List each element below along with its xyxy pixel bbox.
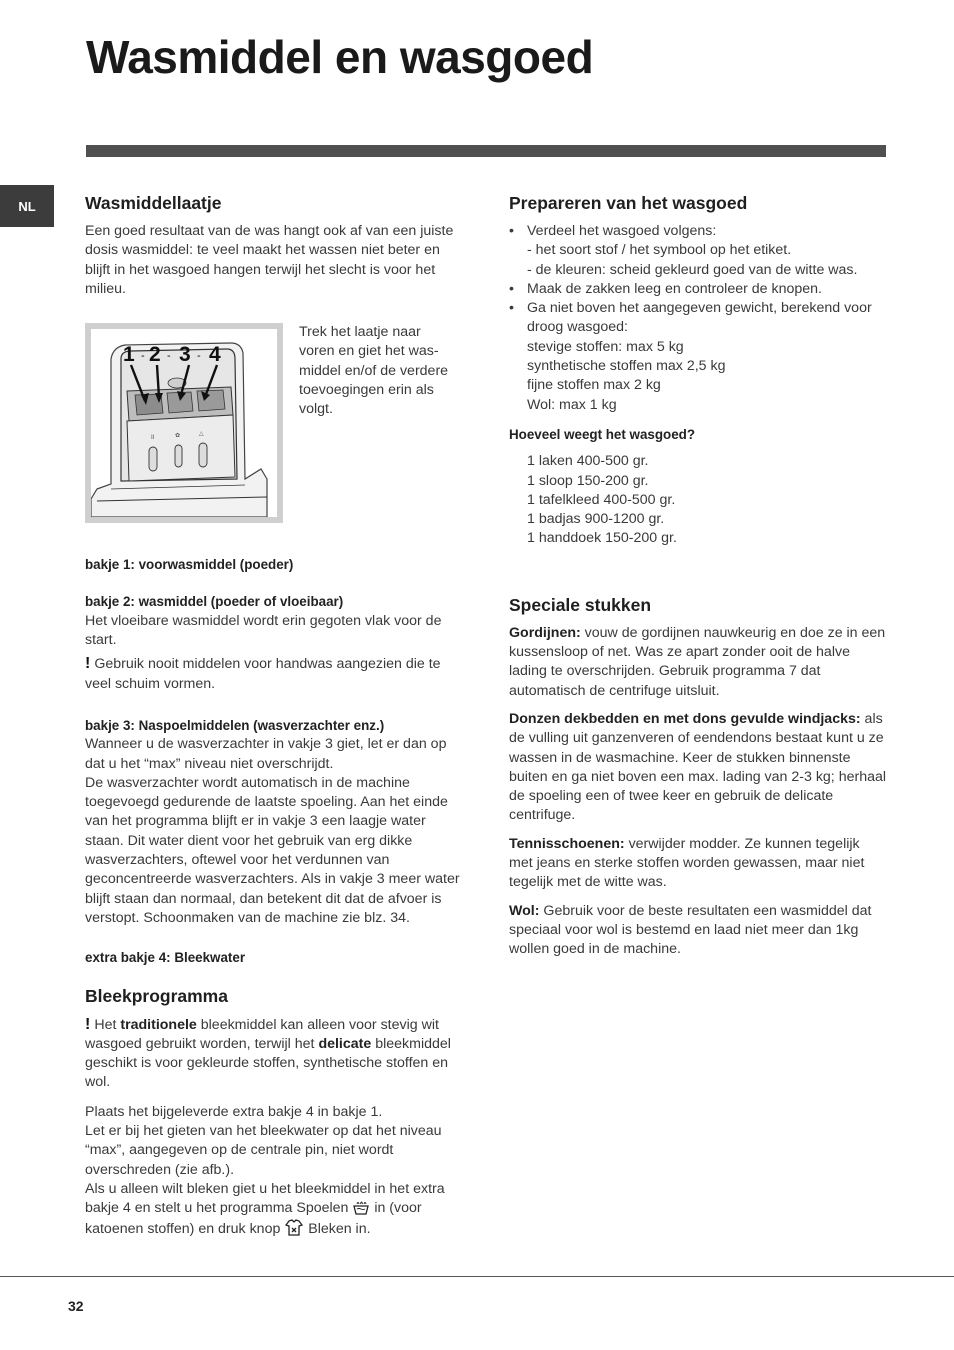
list-item: • Ga niet boven het aangegeven gewicht, berekend voor droog wasgoed: stevige stoffen: max 5 kg synthetische stoffen max 2,5 kg fijne stoffen max 2 kg Wol: max 1 kg [509,299,887,415]
figure-row [85,323,463,523]
tennis-paragraph: Tennisschoenen: verwijder modder. Ze kunnen tegelijk met jeans en sterke stoffen worden gewassen, maar niet tegelijk met de witte was. [509,835,865,891]
weight-subheading: Hoeveel weegt het wasgoed? [509,426,696,442]
bakje3-label: bakje 3: Naspoelmiddelen (wasverzachter enz.) [85,717,385,733]
prep-list [509,222,887,415]
footer-rule [0,1276,954,1277]
bakje2-text: Het vloeibare wasmiddel wordt erin gegoten vlak voor de start. [85,612,442,649]
heading-prepareren: Prepareren van het wasgoed [509,193,748,213]
heading-wasmiddellaatje: Wasmiddellaatje [85,193,222,213]
weight-item: 1 laken 400-500 gr. [527,453,649,470]
list-item: • Maak de zakken leeg en controleer de knopen. [509,280,822,297]
gordijnen-paragraph: Gordijnen: vouw de gordijnen nauwkeurig en doe ze in een kussensloop of net. Was ze apart zonder ooit de halve lading te overschrijden. Gebruik programma 7 dat automatisch de centrifuge uitsluit. [509,624,886,699]
bleek-p4: Als u alleen wilt bleken giet u het bleekmiddel in het extra bakje 4 en stelt u het programma Spoelen in (voor katoenen stoffen) en druk knop Bleken in. [85,1180,445,1237]
svg-text:✿: ✿ [175,432,181,440]
weight-line: synthetische stoffen max 2,5 kg [527,358,726,375]
weight-item: 1 handdoek 150-200 gr. [527,530,677,547]
figure-label-1: 1 [123,343,135,367]
weight-item: 1 tafelkleed 400-500 gr. [527,491,676,508]
list-item: • Verdeel het wasgoed volgens: - het soort stof / het symbool op het etiket. - de kleuren: scheid gekleurd goed van de witte was. [509,223,858,278]
wol-paragraph: Wol: Gebruik voor de beste resultaten een wasmiddel dat speciaal voor wol is bestemd en laad niet meer dan 1kg wollen goed in de machine. [509,902,872,958]
left-column [85,193,463,1239]
weight-line: fijne stoffen max 2 kg [527,377,661,394]
language-tab: NL [0,185,54,227]
bakje1-label: bakje 1: voorwasmiddel (poeder) [85,557,294,573]
page-title: Wasmiddel en wasgoed [86,31,594,83]
heading-speciale-stukken: Speciale stukken [509,594,652,615]
figure-caption: Trek het laatje naar voren en giet het wasmiddel en/of de verdere toevoegingen erin als volgt. [299,324,449,418]
donzen-paragraph: Donzen dekbedden en met dons gevulde windjacks: als de vulling uit ganzenveren of eendendons bestaat kunt u ze wassen in de wasmachine. Keer de stukken binnenste buiten en ga niet boven een max. lading van 2-3 kg; herhaal de spoeling een of twee keer en gebruik de delicate centrifuge. [509,710,887,824]
bleach-button-icon [284,1219,304,1236]
bleek-p2: Plaats het bijgeleverde extra bakje 4 in bakje 1. [85,1103,383,1120]
bakje3-text1: Wanneer u de wasverzachter in vakje 3 giet, let er dan op dat u het “max” niveau niet overschrijdt. [85,736,447,772]
figure-label-2: 2 [149,343,161,367]
detergent-drawer-illustration [91,329,277,517]
svg-text:△: △ [199,430,204,438]
svg-text:II: II [151,434,155,442]
weight-item: 1 sloop 150-200 gr. [527,472,649,489]
detergent-drawer-figure [85,323,283,523]
weight-items [509,452,887,548]
weight-item: 1 badjas 900-1200 gr. [527,511,665,528]
warning-icon: ! [85,655,91,673]
bleek-p3: Let er bij het gieten van het bleekwater op dat het niveau “max”, aangegeven op de centrale pin, niet wordt overschreden (zie afb.). [85,1123,442,1178]
bakje2-warning: ! Gebruik nooit middelen voor handwas aangezien die te veel schuim vormen. [85,655,441,692]
svg-text:-: - [197,350,201,363]
svg-text:-: - [167,350,171,363]
page-number: 32 [68,1298,84,1314]
warning-icon: ! [85,1015,91,1033]
intro-text: Een goed resultaat van de was hangt ook af van een juiste dosis wasmiddel: te veel maakt het wassen niet beter en blijft in het wasgoed hangen terwijl het slecht is voor het milieu. [85,223,454,297]
weight-line: Wol: max 1 kg [527,396,617,413]
heading-bleekprogramma: Bleekprogramma [85,985,228,1006]
figure-label-4: 4 [209,343,221,367]
bleek-p1: ! Het traditionele bleekmiddel kan alleen voor stevig wit wasgoed gebruikt worden, terwijl het delicate bleekmiddel geschikt is voor gekleurde stoffen, synthetische stoffen en wol. [85,1015,451,1091]
bakje3-text2: De wasverzachter wordt automatisch in de machine toegevoegd gedurende de laatste spoeling. Aan het einde van het programma blijft er in vakje 3 een laagje water staan. Dit water dient voor het gebruik van erg dikke wasverzachters, oftewel voor het verdunnen van geconcentreerde wasverzachters. Als in vakje 3 meer water blijft staan dan normaal, dan betekent dit dat de afvoer is verstopt. Schoonmaken van de machine zie blz. 34. [85,774,460,926]
svg-text:-: - [141,350,145,363]
figure-label-3: 3 [179,343,191,367]
weight-line: stevige stoffen: max 5 kg [527,338,684,355]
rinse-program-icon [352,1199,370,1215]
bakje2-label: bakje 2: wasmiddel (poeder of vloeibaar) [85,594,344,610]
right-column [509,193,887,960]
title-rule [86,145,886,157]
bakje4-label: extra bakje 4: Bleekwater [85,950,246,966]
